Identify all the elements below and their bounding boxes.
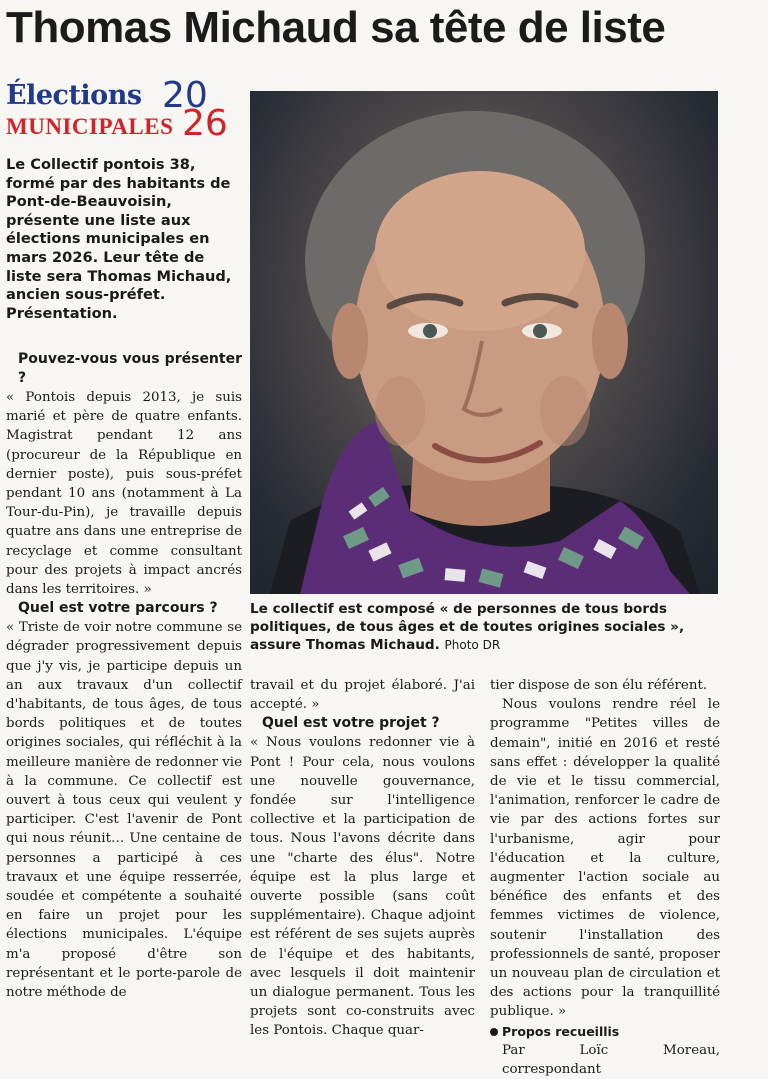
portrait-photo <box>250 91 718 594</box>
answer-3-part-2: tier dispose de son élu référent. <box>490 678 708 693</box>
question-2: Quel est votre parcours ? <box>18 600 218 617</box>
ear-right <box>592 303 628 379</box>
iris-left <box>423 324 437 338</box>
bullet-icon <box>490 1028 498 1036</box>
answer-3-part-1: « Nous voulons redonner vie à Pont ! Pour cela, nous voulons une nouvelle gouvernance, fondée sur l'intelligence collective et la participation de tous. Nous l'avons décrite dans une "charte des élus". Notre équipe est la plus large et ouverte possible (sans coût supplémentaire). Chaque adjoint est référent de ses sujets auprès de l'équipe et des habitants, avec lesquels il doit maintenir un dialogue permanent. Tous les projets sont co-construits avec les Pontois. Chaque quar- <box>250 735 475 1039</box>
logo-elections-text: Élections <box>6 80 142 111</box>
column-1 <box>6 350 242 1002</box>
forehead-highlight <box>375 171 585 331</box>
photo-caption <box>250 600 720 654</box>
question-3: Quel est votre projet ? <box>262 715 440 732</box>
cheek-right <box>540 376 590 446</box>
signature-line <box>490 1022 720 1041</box>
column-2 <box>250 676 475 1041</box>
iris-right <box>533 324 547 338</box>
signature-text: Propos recueillis <box>502 1023 620 1039</box>
portrait-illustration <box>250 91 718 594</box>
answer-2-part-2: travail et du projet élaboré. J'ai accepté. » <box>250 678 475 713</box>
answer-3-part-3: Nous voulons rendre réel le programme "Petites villes de demain", initié en 2016 et resté sans effet : développer la qualité de vie et le tissu commercial, l'animation, renforcer le cadre de vie par des actions fortes sur l'urbanisme, agir pour l'éducation et la culture, augmenter l'action sociale au bénéfice des enfants et des femmes victimes de violence, soutenir l'installation des professionnels de santé, proposer un nouveau plan de circulation et des actions pour la tranquillité publique. » <box>490 697 720 1020</box>
caption-text: Le collectif est composé « de personnes de tous bords politiques, de tous âges et de toutes origines sociales », assure Thomas Michaud. <box>250 601 685 653</box>
logo-year-bottom: 26 <box>182 103 228 144</box>
answer-1: « Pontois depuis 2013, je suis marié et père de quatre enfants. Magistrat pendant 12 ans (procureur de la République en dernier poste), puis sous-préfet pendant 10 ans (notamment à La Tour-du-Pin), je travaille depuis quatre ans dans une entreprise de recyclage et comme consultant pour des projets à impact ancrés dans les territoires. » <box>6 390 242 598</box>
column-3 <box>490 676 720 1079</box>
article-lead: Le Collectif pontois 38, formé par des habitants de Pont-de-Beauvoisin, présente une liste aux élections municipales en mars 2026. Leur tête de liste sera Thomas Michaud, ancien sous-préfet. Présentation. <box>6 156 232 322</box>
signature-continuation: Par Loïc Moreau, correspondant <box>502 1042 720 1078</box>
answer-2-part-1: « Triste de voir notre commune se dégrader progressivement depuis que j'y vis, je participe depuis un an aux travaux d'un collectif d'habitants, de tous âges, de tous bords politiques et de toutes origines sociales, qui réfléchit à la meilleure manière de redonner vie à la commune. Ce collectif est ouvert à tous ceux qui veulent y participer. C'est l'avenir de Pont qui nous réunit… Une centaine de personnes a participé à ces travaux et une équipe resserrée, soudée et compétente a souhaité en faire un projet pour les élections municipales. L'équipe m'a proposé d'être son représentant et le porte-parole de notre méthode de <box>6 620 243 1001</box>
logo-year-top: 20 <box>162 75 208 116</box>
question-1: Pouvez-vous vous présenter ? <box>18 351 242 386</box>
logo-municipales-text: MUNICIPALES <box>6 114 174 139</box>
cheek-left <box>375 376 425 446</box>
photo-credit: Photo DR <box>444 638 501 652</box>
article-headline: Thomas Michaud sa tête de liste <box>6 3 666 52</box>
ear-left <box>332 303 368 379</box>
elections-2026-logo <box>6 75 234 148</box>
